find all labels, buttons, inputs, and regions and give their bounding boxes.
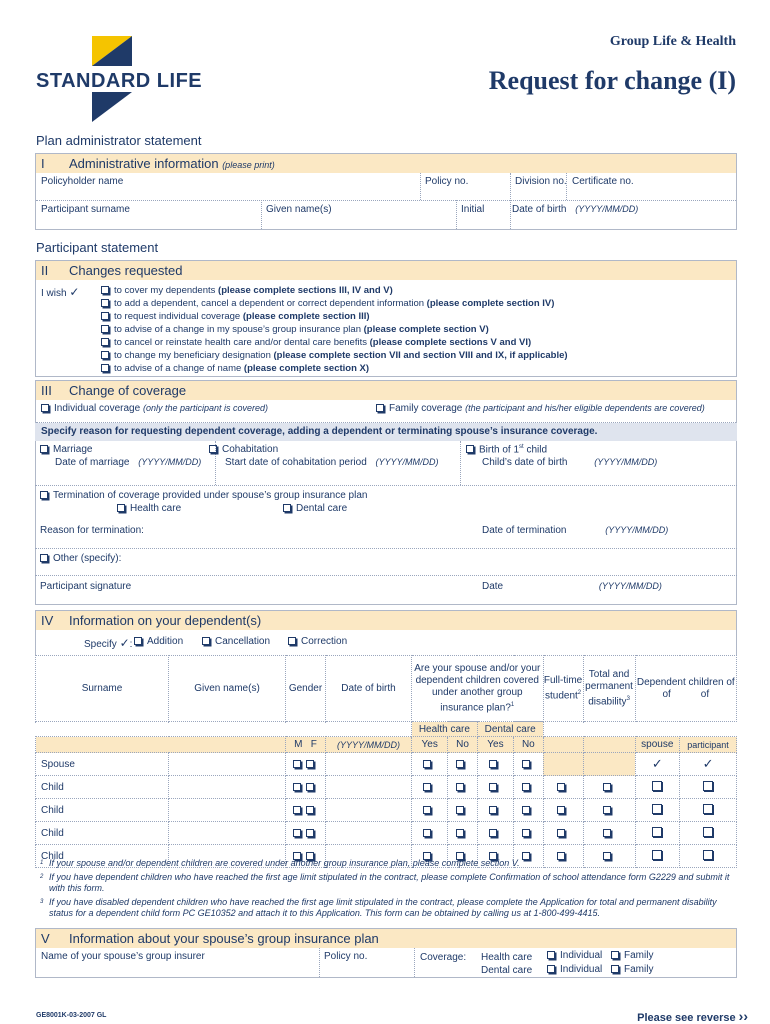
arrow-right-icon: ›› <box>738 1008 748 1024</box>
i-wish-label: I wish ✓ <box>41 285 80 299</box>
col-disability: Total and permanent disability$^3$ <box>583 656 635 722</box>
col-health-care: Health care <box>412 722 478 737</box>
checkbox-icon[interactable] <box>489 806 497 814</box>
checkbox-icon[interactable] <box>456 829 464 837</box>
section-2-header: II Changes requested <box>35 260 737 280</box>
termination-health-option[interactable]: Health care <box>117 503 181 514</box>
date-of-marriage-field[interactable]: Date of marriage (YYYY/MM/DD) <box>55 457 202 468</box>
col-participant: participant <box>680 737 737 753</box>
checkbox-icon[interactable] <box>293 806 301 814</box>
health-care-label: Health care <box>481 952 533 963</box>
spouse-policy-no-field[interactable]: Policy no. <box>324 951 368 962</box>
form-title: Request for change (I) <box>488 66 736 95</box>
checkbox-icon[interactable] <box>101 364 109 372</box>
relation-label: Child <box>36 845 169 868</box>
section-1-body <box>35 173 737 230</box>
checkbox-icon[interactable] <box>423 806 431 814</box>
certificate-no-field[interactable]: Certificate no. <box>572 176 634 187</box>
checkbox-icon[interactable] <box>306 760 314 768</box>
checkbox-icon[interactable] <box>703 827 713 837</box>
individual-coverage-option[interactable]: Individual coverage (only the participant is covered) <box>41 403 268 414</box>
policyholder-field[interactable]: Policyholder name <box>41 176 124 187</box>
col-dental-care: Dental care <box>477 722 543 737</box>
checkbox-icon[interactable] <box>652 804 662 814</box>
footnotes <box>40 858 730 922</box>
checkbox-icon[interactable] <box>489 783 497 791</box>
participant-surname-field[interactable]: Participant surname <box>41 204 130 215</box>
form-code: GE8001K-03-2007 GL <box>36 1012 107 1019</box>
logo-text: STANDARD LIFE <box>36 70 203 92</box>
termination-reason-field[interactable]: Reason for termination: <box>40 525 144 536</box>
checkbox-icon[interactable] <box>423 760 431 768</box>
col-dob: Date of birth <box>326 656 412 722</box>
checkbox-icon[interactable] <box>557 829 565 837</box>
checkbox-icon[interactable] <box>652 827 662 837</box>
birth-option[interactable]: Birth of 1st child <box>466 444 547 455</box>
dependent-row <box>36 799 737 822</box>
participant-signature-field[interactable]: Participant signature <box>40 581 132 592</box>
coverage-label: Coverage: <box>420 952 467 963</box>
col-other-plan: Are your spouse and/or your dependent children covered under another group insurance plan?$^1$ <box>412 656 544 722</box>
checkbox-icon[interactable] <box>306 783 314 791</box>
division-no-field[interactable]: Division no. <box>515 176 567 187</box>
footnote: 2 If you have dependent children who have reached the first age limit stipulated in the contract, please complete Confirmation of school attendance form G2229 and submit it with this form. <box>40 872 730 893</box>
section-3-header: III Change of coverage <box>35 380 737 400</box>
section-title: Administrative information <box>69 156 219 171</box>
change-option-4[interactable]: to advise of a change in my spouse’s group insurance plan (please complete section V) <box>101 323 568 336</box>
checkbox-icon[interactable] <box>703 781 713 791</box>
dob-field[interactable]: Date of birth (YYYY/MM/DD) <box>512 204 639 215</box>
change-option-3[interactable]: to request individual coverage (please complete section III) <box>101 310 568 323</box>
change-option-1[interactable]: to cover my dependents (please complete sections III, IV and V) <box>101 284 568 297</box>
termination-date-field[interactable]: Date of termination (YYYY/MM/DD) <box>482 525 669 536</box>
health-family-option[interactable]: Family <box>611 950 653 961</box>
addition-option[interactable]: Addition <box>134 636 183 647</box>
col-spouse: spouse <box>635 737 679 753</box>
checkbox-icon[interactable] <box>489 829 497 837</box>
marriage-option[interactable]: Marriage <box>40 444 92 455</box>
plan-admin-heading: Plan administrator statement <box>36 133 202 148</box>
group-label: Group Life & Health <box>609 34 736 49</box>
dob-format: (YYYY/MM/DD) <box>326 737 412 753</box>
participant-heading: Participant statement <box>36 240 159 255</box>
checkbox-icon[interactable] <box>522 829 530 837</box>
section-5-header: V Information about your spouse’s group insurance plan <box>35 928 737 948</box>
dependent-row <box>36 822 737 845</box>
dental-individual-option[interactable]: Individual <box>547 964 602 975</box>
correction-option[interactable]: Correction <box>288 636 347 647</box>
section-2-body <box>35 280 737 377</box>
specify-row: Specify ✓: Addition Cancellation Correction <box>35 630 737 655</box>
change-option-2[interactable]: to add a dependent, cancel a dependent or correct dependent information (please complete section IV) <box>101 297 568 310</box>
checkbox-icon[interactable] <box>522 806 530 814</box>
change-option-7[interactable]: to advise of a change of name (please complete section X) <box>101 362 568 375</box>
checkbox-icon[interactable] <box>603 829 611 837</box>
other-option[interactable]: Other (specify): <box>40 553 121 564</box>
checkbox-icon[interactable] <box>101 325 109 333</box>
child-dob-field[interactable]: Child’s date of birth (YYYY/MM/DD) <box>482 457 658 468</box>
checkbox-icon[interactable] <box>101 286 109 294</box>
signature-date-field[interactable]: Date (YYYY/MM/DD) <box>482 581 662 592</box>
checkbox-icon[interactable] <box>703 804 713 814</box>
change-options <box>101 284 568 375</box>
change-option-5[interactable]: to cancel or reinstate health care and/or dental care benefits (please complete sections V and VI) <box>101 336 568 349</box>
relation-label: Spouse <box>36 753 169 776</box>
check-icon: ✓ <box>651 756 663 771</box>
relation-label: Child <box>36 822 169 845</box>
given-names-field[interactable]: Given name(s) <box>266 204 332 215</box>
col-dependent-of: Dependent children of of of <box>635 656 736 722</box>
relation-label: Child <box>36 776 169 799</box>
checkbox-icon[interactable] <box>489 760 497 768</box>
spouse-insurer-field[interactable]: Name of your spouse’s group insurer <box>41 951 205 962</box>
gender-mf: M F <box>286 737 326 753</box>
section-1-header <box>35 153 737 173</box>
checkbox-icon[interactable] <box>101 312 109 320</box>
termination-option[interactable]: Termination of coverage provided under spouse’s group insurance plan <box>40 490 367 501</box>
cohab-date-field[interactable]: Start date of cohabitation period (YYYY/MM/DD) <box>225 457 439 468</box>
policy-no-field[interactable]: Policy no. <box>425 176 469 187</box>
dependent-row <box>36 753 737 776</box>
col-given: Given name(s) <box>169 656 286 722</box>
specify-reason-band: Specify reason for requesting dependent coverage, adding a dependent or terminating spouse’s insurance coverage. <box>35 423 737 441</box>
relation-label: Child <box>36 799 169 822</box>
check-icon: ✓ <box>702 756 714 771</box>
checkbox-icon[interactable] <box>423 783 431 791</box>
checkbox-icon <box>376 404 384 412</box>
section-number: I <box>41 156 45 171</box>
checkbox-icon[interactable] <box>557 783 565 791</box>
checkbox-icon <box>41 404 49 412</box>
footnote: 3 If you have disabled dependent children who have reached the first age limit stipulated in the contract, please complete the Application for total and permanent disability status for a dependent child form PC GE10352 and attach it to this Application. This form can be obtained by calling us at 1-800-499-4415. <box>40 897 717 918</box>
col-surname: Surname <box>36 656 169 722</box>
checkbox-icon[interactable] <box>101 299 109 307</box>
change-option-6[interactable]: to change my beneficiary designation (please complete section VII and section VIII and IX, if applicable) <box>101 349 568 362</box>
termination-dental-option[interactable]: Dental care <box>283 503 347 514</box>
dental-care-label: Dental care <box>481 965 533 976</box>
cancellation-option[interactable]: Cancellation <box>202 636 270 647</box>
footnote: 1 If your spouse and/or dependent children are covered under another group insurance plan, please complete section V. <box>40 858 520 868</box>
dental-family-option[interactable]: Family <box>611 964 653 975</box>
checkbox-icon[interactable] <box>423 829 431 837</box>
cohabitation-option[interactable]: Cohabitation <box>209 444 278 455</box>
checkbox-icon[interactable] <box>603 783 611 791</box>
section-note: (please print) <box>222 160 275 170</box>
checkbox-icon[interactable] <box>456 783 464 791</box>
checkbox-icon[interactable] <box>456 760 464 768</box>
section-5-body <box>35 948 737 978</box>
dependents-table: Surname Given name(s) Gender Date of birth Are your spouse and/or your dependent children covered under another group insurance plan?$^1$ Full-time student$^2$ Total and permanent disability$^3$ Dependent children of of of Health care Dental care M F (YYYY/MM/DD) Yes No Yes No spouse participant Spouse ✓ ✓ Child Child Child Child <box>35 655 737 868</box>
checkbox-icon[interactable] <box>652 781 662 791</box>
checkbox-icon[interactable] <box>293 829 301 837</box>
family-coverage-option[interactable]: Family coverage (the participant and his/her eligible dependents are covered) <box>376 403 705 414</box>
checkbox-icon[interactable] <box>306 806 314 814</box>
dependent-row <box>36 776 737 799</box>
checkbox-icon[interactable] <box>293 760 301 768</box>
checkbox-icon[interactable] <box>522 783 530 791</box>
health-individual-option[interactable]: Individual <box>547 950 602 961</box>
checkbox-icon[interactable] <box>306 829 314 837</box>
checkbox-icon[interactable] <box>293 783 301 791</box>
initial-field[interactable]: Initial <box>461 204 485 215</box>
reason-grid <box>35 441 737 605</box>
col-gender: Gender <box>286 656 326 722</box>
section-4-header: IV Information on your dependent(s) <box>35 610 737 630</box>
please-see-reverse[interactable]: Please see reverse ›› <box>637 1008 748 1024</box>
checkbox-icon[interactable] <box>522 760 530 768</box>
checkbox-icon[interactable] <box>101 351 109 359</box>
checkbox-icon[interactable] <box>557 806 565 814</box>
checkbox-icon[interactable] <box>603 806 611 814</box>
checkbox-icon[interactable] <box>101 338 109 346</box>
checkbox-icon[interactable] <box>456 806 464 814</box>
col-fulltime: Full-time student$^2$ <box>543 656 583 722</box>
